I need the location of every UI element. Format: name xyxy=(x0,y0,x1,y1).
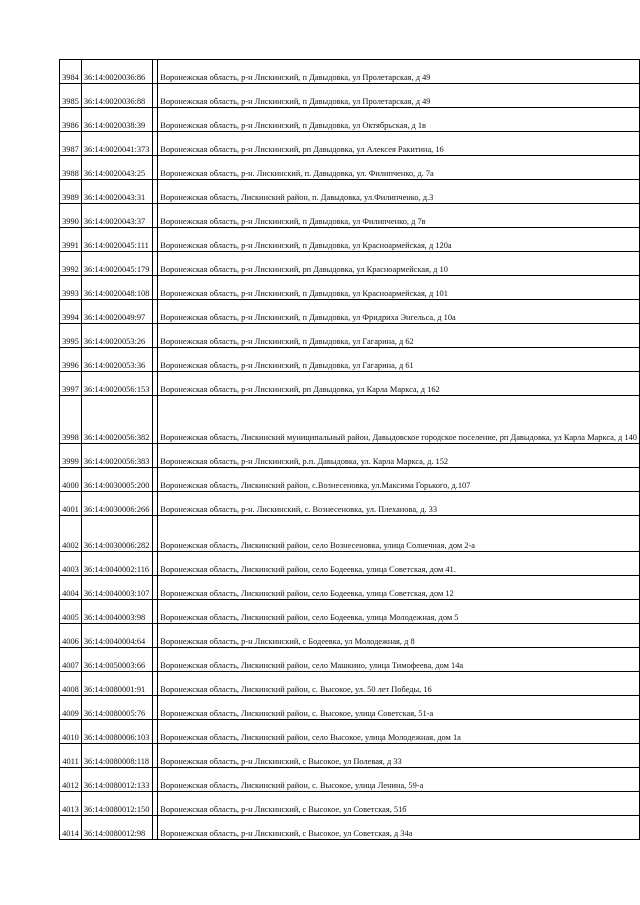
table-row xyxy=(60,156,640,180)
cadastral-number: 36:14:0020038:39 xyxy=(81,108,152,132)
address-text: Воронежская область, р-н Лискинский, с Бодеевка, ул Молодежная, д 8 xyxy=(160,636,415,646)
address-cell xyxy=(158,372,640,396)
address-cell xyxy=(158,180,640,204)
row-number: 3984 xyxy=(60,60,82,84)
address-cell xyxy=(158,600,640,624)
row-number: 3988 xyxy=(60,156,82,180)
address-cell xyxy=(158,252,640,276)
table-body xyxy=(60,60,640,840)
cadastral-number: 36:14:0080012:133 xyxy=(81,768,152,792)
address-cell xyxy=(158,516,640,552)
cadastral-number: 36:14:0020045:179 xyxy=(81,252,152,276)
address-text: Воронежская область, р-н Лискинский, р.п. Давыдовка, ул. Карла Маркса, д. 152 xyxy=(160,456,449,466)
address-text: Воронежская область, р-н Лискинский, с Высокое, ул Полевая, д 33 xyxy=(160,756,402,766)
address-text: Воронежская область, р-н Лискинский, п Давыдовка, ул Красноармейская, д 120а xyxy=(160,240,452,250)
table-row xyxy=(60,792,640,816)
table-row xyxy=(60,516,640,552)
row-number: 4011 xyxy=(60,744,82,768)
address-cell xyxy=(158,816,640,840)
table-row xyxy=(60,60,640,84)
row-number: 3992 xyxy=(60,252,82,276)
row-number: 4013 xyxy=(60,792,82,816)
cadastral-number: 36:14:0020045:111 xyxy=(81,228,152,252)
address-text: Воронежская область, Лискинский район, с. Высокое, улица Ленина, 59-а xyxy=(160,780,424,790)
cadastral-number: 36:14:0020036:88 xyxy=(81,84,152,108)
cadastral-number: 36:14:0020043:31 xyxy=(81,180,152,204)
cadastral-number: 36:14:0020056:153 xyxy=(81,372,152,396)
row-number: 3997 xyxy=(60,372,82,396)
address-cell xyxy=(158,108,640,132)
row-number: 3990 xyxy=(60,204,82,228)
address-text: Воронежская область, р-н. Лискинский, п. Давыдовка, ул. Филипченко, д. 7а xyxy=(160,168,434,178)
table-row xyxy=(60,648,640,672)
address-text: Воронежская область, р-н Лискинский, п Давыдовка, ул Гагарина, д 62 xyxy=(160,336,414,346)
row-number: 3986 xyxy=(60,108,82,132)
table-row xyxy=(60,768,640,792)
address-text: Воронежская область, р-н Лискинский, п Давыдовка, ул Пролетарская, д 49 xyxy=(160,96,431,106)
row-number: 3996 xyxy=(60,348,82,372)
address-text: Воронежская область, Лискинский район, село Высокое, улица Молодежная, дом 1а xyxy=(160,732,461,742)
table-row xyxy=(60,204,640,228)
address-cell xyxy=(158,228,640,252)
row-number: 4014 xyxy=(60,816,82,840)
address-text: Воронежская область, Лискинский район, п. Давыдовка, ул.Филипченко, д.3 xyxy=(160,192,434,202)
table-row xyxy=(60,84,640,108)
row-number: 3993 xyxy=(60,276,82,300)
row-number: 4006 xyxy=(60,624,82,648)
cadastral-number: 36:14:0020056:383 xyxy=(81,444,152,468)
address-text: Воронежская область, Лискинский район, село Бодеевка, улица Молодежная, дом 5 xyxy=(160,612,459,622)
address-cell xyxy=(158,624,640,648)
table-row xyxy=(60,468,640,492)
row-number: 4004 xyxy=(60,576,82,600)
address-text: Воронежская область, р-н Лискинский, п Давыдовка, ул Красноармейская, д 101 xyxy=(160,288,448,298)
row-number: 4008 xyxy=(60,672,82,696)
address-cell xyxy=(158,276,640,300)
row-number: 4010 xyxy=(60,720,82,744)
table-row xyxy=(60,372,640,396)
cadastral-number: 36:14:0080008:118 xyxy=(81,744,152,768)
cadastral-number: 36:14:0050003:66 xyxy=(81,648,152,672)
table-row xyxy=(60,228,640,252)
cadastral-number: 36:14:0020053:36 xyxy=(81,348,152,372)
cadastral-number: 36:14:0030006:282 xyxy=(81,516,152,552)
address-cell xyxy=(158,720,640,744)
cadastral-number: 36:14:0020043:25 xyxy=(81,156,152,180)
cadastral-number: 36:14:0020048:108 xyxy=(81,276,152,300)
cadastral-number: 36:14:0020049:97 xyxy=(81,300,152,324)
address-text: Воронежская область, р-н Лискинский, рп Давыдовка, ул Красноармейская, д 10 xyxy=(160,264,448,274)
address-text: Воронежская область, р-н Лискинский, с Высокое, ул Советская, д 34а xyxy=(160,828,413,838)
cadastral-number: 36:14:0080006:103 xyxy=(81,720,152,744)
table-row xyxy=(60,816,640,840)
address-cell xyxy=(158,300,640,324)
address-cell xyxy=(158,768,640,792)
address-cell xyxy=(158,60,640,84)
address-cell xyxy=(158,576,640,600)
address-text: Воронежская область, Лискинский район, с.Вознесеновка, ул.Максима Горького, д.107 xyxy=(160,480,471,490)
address-text: Воронежская область, р-н Лискинский, п Давыдовка, ул Филипченко, д 7в xyxy=(160,216,426,226)
table-row xyxy=(60,444,640,468)
address-text: Воронежская область, Лискинский район, с. Высокое, ул. 50 лет Победы, 16 xyxy=(160,684,432,694)
address-text: Воронежская область, Лискинский район, село Вознесеновка, улица Солнечная, дом 2-а xyxy=(160,540,476,550)
address-cell xyxy=(158,204,640,228)
table-row xyxy=(60,396,640,444)
cadastral-number: 36:14:0040002:116 xyxy=(81,552,152,576)
row-number: 4001 xyxy=(60,492,82,516)
row-number: 4007 xyxy=(60,648,82,672)
cadastral-number: 36:14:0030005:200 xyxy=(81,468,152,492)
address-text: Воронежская область, Лискинский район, село Бодеевка, улица Советская, дом 41. xyxy=(160,564,456,574)
table-row xyxy=(60,672,640,696)
address-text: Воронежская область, р-н Лискинский, п Давыдовка, ул Октябрьская, д 1в xyxy=(160,120,427,130)
cadastral-number: 36:14:0020036:86 xyxy=(81,60,152,84)
address-text: Воронежская область, р-н Лискинский, п Давыдовка, ул Фридриха Энгельса, д 10а xyxy=(160,312,456,322)
table-row xyxy=(60,696,640,720)
address-text: Воронежская область, Лискинский район, с. Высокое, улица Советская, 51-а xyxy=(160,708,434,718)
row-number: 3989 xyxy=(60,180,82,204)
address-cell xyxy=(158,132,640,156)
address-cell xyxy=(158,84,640,108)
row-number: 4005 xyxy=(60,600,82,624)
table-row xyxy=(60,348,640,372)
cadastral-number: 36:14:0080012:98 xyxy=(81,816,152,840)
address-text: Воронежская область, Лискинский район, село Бодеевка, улица Советская, дом 12 xyxy=(160,588,454,598)
row-number: 4012 xyxy=(60,768,82,792)
address-text: Воронежская область, р-н Лискинский, п Давыдовка, ул Гагарина, д 61 xyxy=(160,360,414,370)
table-row xyxy=(60,492,640,516)
address-cell xyxy=(158,792,640,816)
row-number: 4003 xyxy=(60,552,82,576)
address-cell xyxy=(158,396,640,444)
cadastral-number: 36:14:0080005:76 xyxy=(81,696,152,720)
address-cell xyxy=(158,156,640,180)
row-number: 3998 xyxy=(60,396,82,444)
table-row xyxy=(60,600,640,624)
cadastral-number: 36:14:0080012:150 xyxy=(81,792,152,816)
cadastral-number: 36:14:0040003:98 xyxy=(81,600,152,624)
row-number: 3994 xyxy=(60,300,82,324)
property-register-table xyxy=(59,59,640,840)
table-row xyxy=(60,324,640,348)
address-cell xyxy=(158,324,640,348)
address-cell xyxy=(158,648,640,672)
table-row xyxy=(60,624,640,648)
address-cell xyxy=(158,468,640,492)
address-text: Воронежская область, Лискинский муниципальный район, Давыдовское городское поселение, рп Давыдовка, ул Карла Маркса, д 140 xyxy=(160,432,637,442)
row-number: 3999 xyxy=(60,444,82,468)
row-number: 4000 xyxy=(60,468,82,492)
cadastral-number: 36:14:0040003:107 xyxy=(81,576,152,600)
cadastral-number: 36:14:0020056:382 xyxy=(81,396,152,444)
row-number: 3991 xyxy=(60,228,82,252)
address-text: Воронежская область, р-н Лискинский, рп Давыдовка, ул Алексея Ракитина, 16 xyxy=(160,144,444,154)
address-cell xyxy=(158,492,640,516)
address-cell xyxy=(158,744,640,768)
table-row xyxy=(60,276,640,300)
row-number: 4009 xyxy=(60,696,82,720)
table-row xyxy=(60,552,640,576)
table-row xyxy=(60,576,640,600)
address-cell xyxy=(158,672,640,696)
row-number: 3985 xyxy=(60,84,82,108)
address-cell xyxy=(158,444,640,468)
table-row xyxy=(60,300,640,324)
address-text: Воронежская область, Лискинский район, село Машкино, улица Тимофеева, дом 14а xyxy=(160,660,464,670)
address-text: Воронежская область, р-н Лискинский, п Давыдовка, ул Пролетарская, д 49 xyxy=(160,72,431,82)
address-text: Воронежская область, р-н. Лискинский, с. Вознесеновка, ул. Плеханова, д. 33 xyxy=(160,504,438,514)
table-row xyxy=(60,132,640,156)
table-row xyxy=(60,720,640,744)
row-number: 4002 xyxy=(60,516,82,552)
cadastral-number: 36:14:0040004:64 xyxy=(81,624,152,648)
row-number: 3995 xyxy=(60,324,82,348)
address-cell xyxy=(158,348,640,372)
cadastral-number: 36:14:0020043:37 xyxy=(81,204,152,228)
row-number: 3987 xyxy=(60,132,82,156)
table-row xyxy=(60,252,640,276)
cadastral-number: 36:14:0080001:91 xyxy=(81,672,152,696)
address-text: Воронежская область, р-н Лискинский, с Высокое, ул Советская, 51б xyxy=(160,804,407,814)
address-cell xyxy=(158,696,640,720)
cadastral-number: 36:14:0020041:373 xyxy=(81,132,152,156)
address-text: Воронежская область, р-н Лискинский, рп Давыдовка, ул Карла Маркса, д 162 xyxy=(160,384,440,394)
cadastral-number: 36:14:0030006:266 xyxy=(81,492,152,516)
table-row xyxy=(60,108,640,132)
table-row xyxy=(60,180,640,204)
address-cell xyxy=(158,552,640,576)
table-row xyxy=(60,744,640,768)
cadastral-number: 36:14:0020053:26 xyxy=(81,324,152,348)
